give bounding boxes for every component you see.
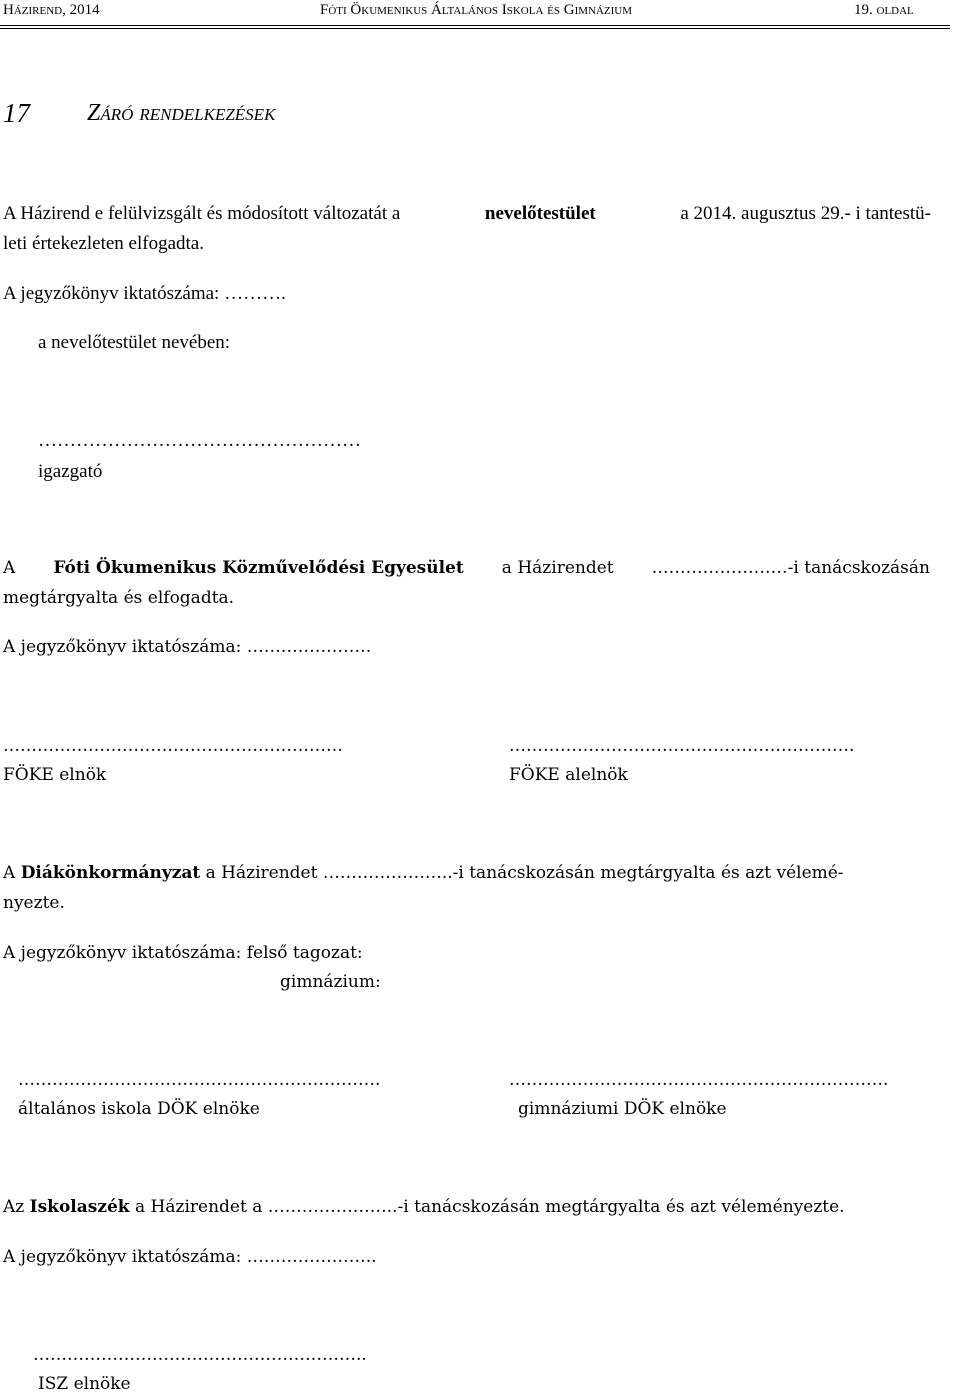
- bold-term: Iskolaszék: [29, 1197, 130, 1217]
- isz-elnok-dots: …………………………………………………..: [33, 1345, 367, 1365]
- text: a 2014. augusztus 29.- i tantestü-: [680, 203, 931, 224]
- nevelotestulet-line1: [3, 203, 931, 225]
- text: A: [3, 558, 16, 578]
- bold-term: nevelőtestület: [484, 203, 596, 224]
- isz-elnok-label: ISZ elnöke: [38, 1374, 131, 1394]
- text: A Házirend e felülvizsgált és módosított változatát a: [3, 203, 401, 224]
- foke-line1: [3, 558, 930, 578]
- dok-gimnazium: gimnázium:: [280, 972, 381, 992]
- text: a Házirendet …………………..-i tanácskozásán megtárgyalta és azt vélemé-: [205, 863, 844, 883]
- foke-elnok-dots: ……………………………………………………: [3, 736, 343, 756]
- text: A: [3, 863, 16, 883]
- nevelotestulet-iktatoszam: A jegyzőkönyv iktatószáma: ……….: [3, 283, 286, 304]
- nevelotestulet-line2: leti értekezleten elfogadta.: [3, 233, 204, 254]
- foke-alelnok-label: FÖKE alelnök: [509, 765, 628, 785]
- igazgato-signature-dots: ……………………………………………: [38, 430, 361, 451]
- dok-gimnaziumi-label: gimnáziumi DÖK elnöke: [518, 1099, 727, 1119]
- header-rule: [0, 25, 950, 26]
- bold-term: Diákönkormányzat: [20, 863, 201, 883]
- section-number: 17: [3, 98, 30, 128]
- foke-line2: megtárgyalta és elfogadta.: [3, 588, 235, 608]
- foke-iktatoszam: A jegyzőkönyv iktatószáma: ………………….: [3, 637, 372, 657]
- header-right: 19. oldal: [854, 2, 914, 18]
- header-rule-double: [0, 28, 950, 29]
- text: ……………………-i tanácskozásán: [651, 558, 930, 578]
- dok-gimnaziumi-dots: ………………………………………………………….: [509, 1070, 889, 1090]
- nevelotestulet-neveben: a nevelőtestület nevében:: [38, 332, 231, 353]
- dok-line2: nyezte.: [3, 893, 65, 913]
- section-title: Záró rendelkezések: [87, 100, 276, 126]
- text: Az: [3, 1197, 25, 1217]
- text: a Házirendet: [501, 558, 614, 578]
- dok-altalanos-dots: ……………………………………………………….: [18, 1070, 381, 1090]
- dok-altalanos-label: általános iskola DÖK elnöke: [18, 1099, 260, 1119]
- dok-line1: [3, 863, 844, 883]
- isz-line1: [3, 1197, 845, 1217]
- header-center: Fóti Ökumenikus Általános Iskola és Gimnázium: [320, 2, 633, 18]
- igazgato-label: igazgató: [38, 461, 103, 482]
- text: a Házirendet a …………………..-i tanácskozásán megtárgyalta és azt véleményezte.: [134, 1197, 845, 1217]
- dok-iktatoszam: A jegyzőkönyv iktatószáma: felső tagozat:: [3, 943, 363, 963]
- foke-elnok-label: FÖKE elnök: [3, 765, 107, 785]
- isz-iktatoszam: A jegyzőkönyv iktatószáma: …………………..: [3, 1247, 377, 1267]
- header-left: Házirend, 2014: [3, 2, 100, 18]
- foke-alelnok-dots: …………………………………………………….: [509, 736, 855, 756]
- bold-term: Fóti Ökumenikus Közművelődési Egyesület: [53, 558, 464, 578]
